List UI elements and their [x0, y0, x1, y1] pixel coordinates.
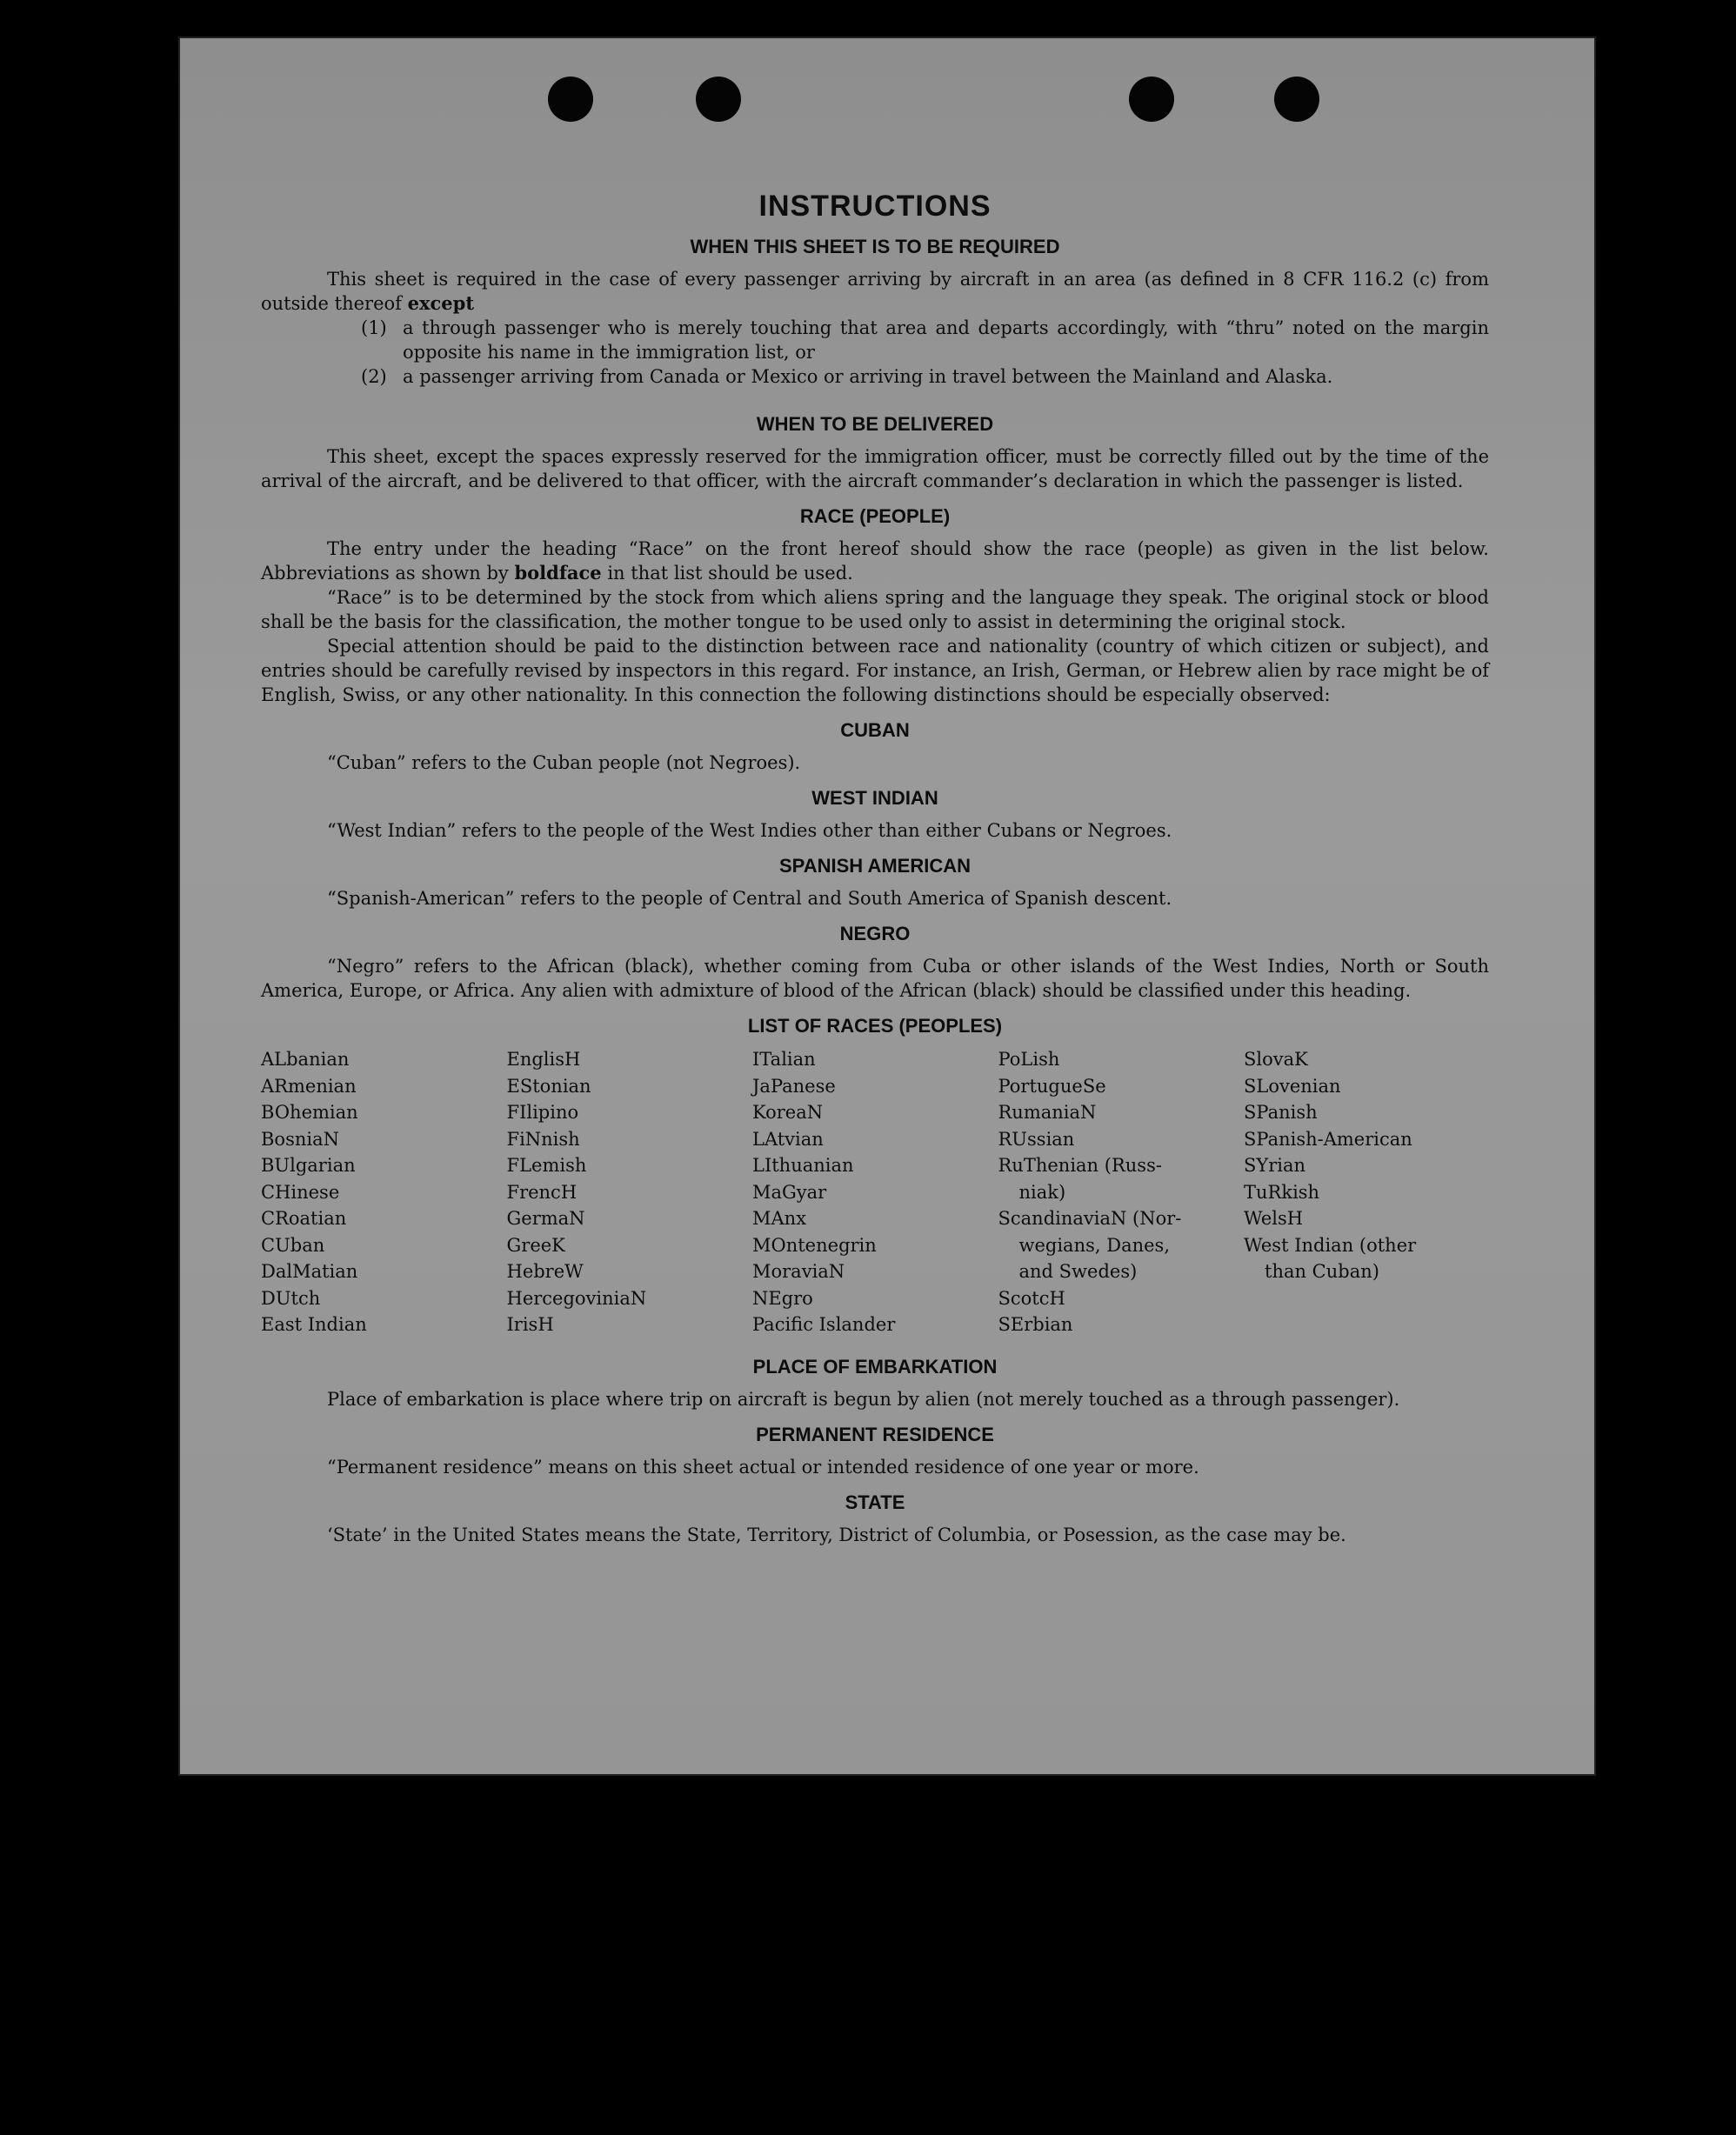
- section-heading-list-of-races: LIST OF RACES (PEOPLES): [747, 1015, 1003, 1037]
- embarkation-text: Place of embarkation is place where trip on aircraft is begun by alien (not merely touched as a through passenger).: [327, 1388, 1400, 1410]
- list-item: PoLish: [998, 1049, 1060, 1070]
- section-heading-cuban: CUBAN: [840, 719, 910, 741]
- list-item: RuThenian (Russ-: [998, 1155, 1162, 1176]
- list-item: BUlgarian: [261, 1155, 356, 1176]
- list-item: ScandinaviaN (Nor-: [998, 1208, 1182, 1229]
- races-column: [998, 1046, 1244, 1338]
- list-item: wegians, Danes,: [1018, 1234, 1170, 1256]
- west-indian-text: “West Indian” refers to the people of the West Indies other than either Cubans or Negroes.: [327, 820, 1172, 841]
- list-item: MOntenegrin: [752, 1234, 877, 1256]
- list-item: FLemish: [506, 1155, 587, 1176]
- list-item: than Cuban): [1265, 1261, 1379, 1282]
- residence-text: “Permanent residence” means on this sheet actual or intended residence of one year or more.: [327, 1456, 1199, 1478]
- list-item: WelsH: [1244, 1208, 1304, 1229]
- list-item: SYrian: [1244, 1155, 1306, 1176]
- list-item: niak): [1018, 1181, 1066, 1203]
- list-item: SLovenian: [1244, 1075, 1341, 1097]
- list-item: HebreW: [506, 1261, 584, 1282]
- list-item: West Indian (other: [1244, 1234, 1417, 1256]
- section-heading-embarkation: PLACE OF EMBARKATION: [752, 1355, 998, 1378]
- punch-hole: [1129, 77, 1174, 122]
- page-title: INSTRUCTIONS: [758, 190, 992, 223]
- section-heading-required: WHEN THIS SHEET IS TO BE REQUIRED: [690, 236, 1060, 257]
- section-heading-negro: NEGRO: [839, 923, 911, 944]
- list-item: FIlipino: [506, 1102, 579, 1123]
- list-item: NEgro: [752, 1287, 813, 1309]
- list-item: Pacific Islander: [752, 1314, 896, 1335]
- races-column: [752, 1046, 998, 1338]
- list-item: FrencH: [506, 1181, 578, 1203]
- list-item: DUtch: [261, 1287, 321, 1309]
- section-heading-residence: PERMANENT RESIDENCE: [756, 1423, 994, 1445]
- section-heading-spanish-american: SPANISH AMERICAN: [778, 855, 971, 877]
- list-item: LAtvian: [752, 1128, 824, 1150]
- list-item: BOhemian: [261, 1102, 358, 1123]
- list-item: DalMatian: [261, 1261, 358, 1282]
- list-item: JaPanese: [752, 1075, 836, 1097]
- list-item: (1) a through passenger who is merely touching that area and departs accordingly, with “thru” noted on the margin opposite his name in the immigration list, or: [361, 317, 1489, 363]
- list-item: ARmenian: [261, 1075, 357, 1097]
- list-item: MAnx: [752, 1208, 807, 1229]
- list-item: TuRkish: [1244, 1181, 1320, 1203]
- section-heading-west-indian: WEST INDIAN: [811, 787, 938, 809]
- list-item: KoreaN: [752, 1102, 824, 1123]
- list-item: CHinese: [261, 1181, 340, 1203]
- list-item: EnglisH: [506, 1049, 581, 1070]
- list-item: SlovaK: [1244, 1049, 1308, 1070]
- list-item: GreeK: [506, 1234, 565, 1256]
- races-column: [261, 1046, 506, 1338]
- list-item: MaGyar: [752, 1181, 827, 1203]
- list-item: IrisH: [506, 1314, 554, 1335]
- list-item: LIthuanian: [752, 1155, 854, 1176]
- race-paragraph-1: The entry under the heading “Race” on the front hereof should show the race (people) as given in the list below. Abbreviations as shown by boldface in that list should be used.: [261, 538, 1489, 584]
- races-column: [1244, 1046, 1489, 1338]
- list-item: CUban: [261, 1234, 325, 1256]
- spanish-american-text: “Spanish-American” refers to the people of Central and South America of Spanish descent.: [327, 888, 1172, 909]
- punch-hole: [696, 77, 741, 122]
- document-page: [178, 37, 1596, 1776]
- race-paragraph-3: Special attention should be paid to the distinction between race and nationality (country of which citizen or subject), and entries should be carefully revised by inspectors in this regard. For instance, an Irish, German, or Hebrew alien by race might be of English, Swiss, or any other nationality. In this connection the following distinctions should be especially observed:: [261, 636, 1489, 705]
- section-heading-race: RACE (PEOPLE): [799, 505, 951, 527]
- list-item: SPanish-American: [1244, 1128, 1412, 1150]
- required-intro: This sheet is required in the case of every passenger arriving by aircraft in an area (as defined in 8 CFR 116.2 (c) from outside thereof except: [261, 269, 1489, 314]
- instructions-body: [261, 150, 1489, 1547]
- delivered-text: This sheet, except the spaces expressly reserved for the immigration officer, must be correctly filled out by the time of the arrival of the aircraft, and be delivered to that officer, with the aircraft commander’s declaration in which the passenger is listed.: [261, 446, 1489, 491]
- state-text: ‘State’ in the United States means the State, Territory, District of Columbia, or Posession, as the case may be.: [327, 1524, 1346, 1545]
- list-item: and Swedes): [1018, 1261, 1138, 1282]
- list-item: PortugueSe: [998, 1075, 1106, 1097]
- list-item: RumaniaN: [998, 1102, 1097, 1123]
- race-paragraph-2: “Race” is to be determined by the stock from which aliens spring and the language they speak. The original stock or blood shall be the basis for the classification, the mother tongue to be used only to assist in determining the original stock.: [261, 587, 1489, 632]
- list-item: CRoatian: [261, 1208, 347, 1229]
- races-list: [261, 1046, 1489, 1338]
- list-item: (2) a passenger arriving from Canada or Mexico or arriving in travel between the Mainland and Alaska.: [361, 366, 1333, 387]
- negro-text: “Negro” refers to the African (black), whether coming from Cuba or other islands of the West Indies, North or South America, Europe, or Africa. Any alien with admixture of blood of the African (black) should be classified under this heading.: [261, 956, 1489, 1001]
- list-item: EStonian: [506, 1075, 591, 1097]
- list-item: FiNnish: [506, 1128, 580, 1150]
- list-item: ScotcH: [998, 1287, 1065, 1309]
- section-heading-state: STATE: [845, 1491, 905, 1513]
- list-item: HercegoviniaN: [506, 1287, 647, 1309]
- list-item: GermaN: [506, 1208, 585, 1229]
- races-column: [507, 1046, 752, 1338]
- list-item: SErbian: [998, 1314, 1073, 1335]
- list-item: East Indian: [261, 1314, 367, 1335]
- list-item: ALbanian: [261, 1049, 350, 1070]
- list-item: MoraviaN: [752, 1261, 845, 1282]
- cuban-text: “Cuban” refers to the Cuban people (not Negroes).: [327, 752, 801, 773]
- list-item: BosniaN: [261, 1128, 339, 1150]
- section-heading-delivered: WHEN TO BE DELIVERED: [756, 413, 994, 435]
- punch-hole: [548, 77, 593, 122]
- punch-hole: [1274, 77, 1319, 122]
- list-item: SPanish: [1244, 1102, 1318, 1123]
- list-item: RUssian: [998, 1128, 1075, 1150]
- list-item: ITalian: [752, 1049, 816, 1070]
